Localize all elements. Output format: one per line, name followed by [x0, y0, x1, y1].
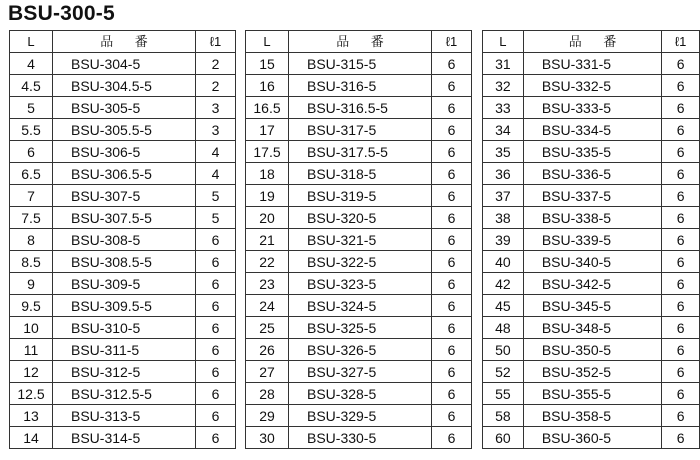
table-row: [246, 185, 472, 207]
l1-cell: 5: [196, 185, 236, 207]
part-number-cell: BSU-327-5: [289, 361, 432, 383]
l1-cell: 6: [196, 251, 236, 273]
l1-cell: 6: [432, 229, 472, 251]
length-cell: 25: [246, 317, 289, 339]
part-number-cell: BSU-332-5: [523, 75, 661, 97]
table-row: [483, 207, 700, 229]
table-row: [483, 273, 700, 295]
part-number-cell: BSU-328-5: [289, 383, 432, 405]
table-header-row: [246, 31, 472, 53]
part-number-cell: BSU-336-5: [523, 163, 661, 185]
part-number-cell: BSU-308-5: [53, 229, 196, 251]
l1-cell: 6: [432, 163, 472, 185]
table-row: [10, 405, 236, 427]
l1-cell: 5: [196, 207, 236, 229]
table-row: [483, 405, 700, 427]
length-cell: 58: [483, 405, 524, 427]
table-row: [246, 163, 472, 185]
part-number-cell: BSU-358-5: [523, 405, 661, 427]
l1-cell: 6: [432, 273, 472, 295]
part-number-cell: BSU-334-5: [523, 119, 661, 141]
page-title: BSU-300-5: [8, 2, 115, 25]
length-cell: 35: [483, 141, 524, 163]
part-number-cell: BSU-333-5: [523, 97, 661, 119]
length-cell: 24: [246, 295, 289, 317]
part-number-cell: BSU-321-5: [289, 229, 432, 251]
table-row: [10, 75, 236, 97]
l1-cell: 6: [196, 361, 236, 383]
length-cell: 22: [246, 251, 289, 273]
length-cell: 21: [246, 229, 289, 251]
l1-cell: 6: [196, 317, 236, 339]
part-number-cell: BSU-310-5: [53, 317, 196, 339]
table-row: [10, 383, 236, 405]
table-row: [10, 185, 236, 207]
part-number-cell: BSU-317.5-5: [289, 141, 432, 163]
table-row: [246, 383, 472, 405]
length-cell: 32: [483, 75, 524, 97]
l1-cell: 6: [432, 405, 472, 427]
table-row: [246, 97, 472, 119]
l1-cell: 4: [196, 163, 236, 185]
length-cell: 12.5: [10, 383, 53, 405]
part-number-cell: BSU-304.5-5: [53, 75, 196, 97]
l1-cell: 6: [196, 383, 236, 405]
part-number-cell: BSU-337-5: [523, 185, 661, 207]
l1-cell: 6: [662, 141, 700, 163]
part-number-cell: BSU-305.5-5: [53, 119, 196, 141]
part-number-cell: BSU-345-5: [523, 295, 661, 317]
length-cell: 10: [10, 317, 53, 339]
table-row: [10, 141, 236, 163]
table-row: [246, 229, 472, 251]
length-cell: 36: [483, 163, 524, 185]
spec-table-3: [482, 30, 700, 449]
part-number-cell: BSU-329-5: [289, 405, 432, 427]
l1-cell: 6: [432, 339, 472, 361]
table-row: [483, 185, 700, 207]
length-cell: 15: [246, 53, 289, 75]
l1-cell: 6: [432, 427, 472, 449]
l1-cell: 6: [662, 273, 700, 295]
table-row: [483, 53, 700, 75]
part-number-cell: BSU-306-5: [53, 141, 196, 163]
length-cell: 16.5: [246, 97, 289, 119]
length-cell: 27: [246, 361, 289, 383]
l1-cell: 6: [662, 75, 700, 97]
length-cell: 28: [246, 383, 289, 405]
l1-cell: 6: [432, 53, 472, 75]
length-cell: 40: [483, 251, 524, 273]
length-cell: 9.5: [10, 295, 53, 317]
l1-cell: 6: [662, 405, 700, 427]
table-row: [483, 75, 700, 97]
length-cell: 38: [483, 207, 524, 229]
part-number-cell: BSU-331-5: [523, 53, 661, 75]
table-row: [246, 141, 472, 163]
table-row: [483, 229, 700, 251]
part-number-cell: BSU-326-5: [289, 339, 432, 361]
length-cell: 31: [483, 53, 524, 75]
part-number-cell: BSU-304-5: [53, 53, 196, 75]
length-cell: 48: [483, 317, 524, 339]
table-row: [10, 427, 236, 449]
length-cell: 26: [246, 339, 289, 361]
length-cell: 12: [10, 361, 53, 383]
table-row: [246, 339, 472, 361]
length-cell: 37: [483, 185, 524, 207]
length-cell: 34: [483, 119, 524, 141]
part-number-cell: BSU-315-5: [289, 53, 432, 75]
part-number-cell: BSU-330-5: [289, 427, 432, 449]
table-row: [10, 251, 236, 273]
table-row: [483, 317, 700, 339]
part-number-cell: BSU-319-5: [289, 185, 432, 207]
l1-cell: 6: [432, 141, 472, 163]
length-cell: 5.5: [10, 119, 53, 141]
table-row: [246, 273, 472, 295]
table-row: [246, 405, 472, 427]
length-cell: 17: [246, 119, 289, 141]
length-cell: 33: [483, 97, 524, 119]
header-part-number: 品 番: [53, 31, 196, 53]
part-number-cell: BSU-308.5-5: [53, 251, 196, 273]
table-row: [246, 361, 472, 383]
l1-cell: 6: [662, 53, 700, 75]
table-row: [10, 229, 236, 251]
header-l1: ℓ1: [662, 31, 700, 53]
l1-cell: 6: [432, 383, 472, 405]
l1-cell: 6: [432, 317, 472, 339]
l1-cell: 2: [196, 75, 236, 97]
table-row: [246, 317, 472, 339]
l1-cell: 6: [662, 229, 700, 251]
l1-cell: 6: [432, 75, 472, 97]
table-row: [483, 141, 700, 163]
l1-cell: 2: [196, 53, 236, 75]
part-number-cell: BSU-342-5: [523, 273, 661, 295]
spec-table-1: [9, 30, 236, 449]
part-number-cell: BSU-323-5: [289, 273, 432, 295]
l1-cell: 6: [662, 383, 700, 405]
l1-cell: 6: [662, 207, 700, 229]
part-number-cell: BSU-317-5: [289, 119, 432, 141]
part-number-cell: BSU-360-5: [523, 427, 661, 449]
table-row: [10, 53, 236, 75]
table-row: [10, 339, 236, 361]
table-row: [483, 97, 700, 119]
table-row: [246, 207, 472, 229]
table-row: [483, 427, 700, 449]
header-part-number: 品 番: [289, 31, 432, 53]
table-row: [483, 251, 700, 273]
length-cell: 16: [246, 75, 289, 97]
length-cell: 55: [483, 383, 524, 405]
table-header-row: [483, 31, 700, 53]
part-number-cell: BSU-305-5: [53, 97, 196, 119]
l1-cell: 6: [196, 229, 236, 251]
l1-cell: 6: [432, 119, 472, 141]
header-l1: ℓ1: [196, 31, 236, 53]
header-length: L: [246, 31, 289, 53]
header-part-number: 品 番: [523, 31, 661, 53]
table-row: [483, 163, 700, 185]
length-cell: 30: [246, 427, 289, 449]
l1-cell: 6: [662, 427, 700, 449]
l1-cell: 6: [432, 361, 472, 383]
part-number-cell: BSU-316-5: [289, 75, 432, 97]
length-cell: 8: [10, 229, 53, 251]
table-row: [246, 53, 472, 75]
l1-cell: 6: [432, 295, 472, 317]
length-cell: 4.5: [10, 75, 53, 97]
l1-cell: 6: [196, 273, 236, 295]
l1-cell: 6: [196, 405, 236, 427]
part-number-cell: BSU-325-5: [289, 317, 432, 339]
spec-table-2: [245, 30, 472, 449]
table-row: [483, 361, 700, 383]
table-row: [483, 339, 700, 361]
part-number-cell: BSU-313-5: [53, 405, 196, 427]
table-row: [246, 75, 472, 97]
l1-cell: 6: [662, 97, 700, 119]
length-cell: 18: [246, 163, 289, 185]
length-cell: 23: [246, 273, 289, 295]
table-row: [10, 119, 236, 141]
table-row: [10, 97, 236, 119]
part-number-cell: BSU-338-5: [523, 207, 661, 229]
l1-cell: 6: [662, 295, 700, 317]
length-cell: 19: [246, 185, 289, 207]
l1-cell: 6: [662, 119, 700, 141]
l1-cell: 4: [196, 141, 236, 163]
length-cell: 4: [10, 53, 53, 75]
table-row: [246, 295, 472, 317]
part-number-cell: BSU-339-5: [523, 229, 661, 251]
table-row: [10, 163, 236, 185]
part-number-cell: BSU-348-5: [523, 317, 661, 339]
part-number-cell: BSU-312-5: [53, 361, 196, 383]
table-row: [246, 119, 472, 141]
header-length: L: [10, 31, 53, 53]
l1-cell: 6: [432, 251, 472, 273]
length-cell: 42: [483, 273, 524, 295]
length-cell: 50: [483, 339, 524, 361]
part-number-cell: BSU-355-5: [523, 383, 661, 405]
length-cell: 9: [10, 273, 53, 295]
part-number-cell: BSU-306.5-5: [53, 163, 196, 185]
part-number-cell: BSU-318-5: [289, 163, 432, 185]
part-number-cell: BSU-352-5: [523, 361, 661, 383]
l1-cell: 6: [432, 207, 472, 229]
table-row: [10, 273, 236, 295]
table-row: [483, 383, 700, 405]
table-header-row: [10, 31, 236, 53]
table-row: [10, 207, 236, 229]
part-number-cell: BSU-316.5-5: [289, 97, 432, 119]
table-row: [483, 119, 700, 141]
l1-cell: 3: [196, 119, 236, 141]
header-length: L: [483, 31, 524, 53]
length-cell: 6: [10, 141, 53, 163]
length-cell: 60: [483, 427, 524, 449]
l1-cell: 6: [196, 339, 236, 361]
length-cell: 17.5: [246, 141, 289, 163]
length-cell: 29: [246, 405, 289, 427]
l1-cell: 6: [662, 361, 700, 383]
l1-cell: 6: [196, 295, 236, 317]
part-number-cell: BSU-311-5: [53, 339, 196, 361]
length-cell: 52: [483, 361, 524, 383]
part-number-cell: BSU-314-5: [53, 427, 196, 449]
table-row: [10, 361, 236, 383]
part-number-cell: BSU-350-5: [523, 339, 661, 361]
header-l1: ℓ1: [432, 31, 472, 53]
l1-cell: 6: [662, 251, 700, 273]
l1-cell: 6: [196, 427, 236, 449]
table-row: [246, 427, 472, 449]
l1-cell: 6: [662, 317, 700, 339]
part-number-cell: BSU-322-5: [289, 251, 432, 273]
part-number-cell: BSU-335-5: [523, 141, 661, 163]
length-cell: 6.5: [10, 163, 53, 185]
length-cell: 45: [483, 295, 524, 317]
part-number-cell: BSU-320-5: [289, 207, 432, 229]
length-cell: 11: [10, 339, 53, 361]
table-row: [483, 295, 700, 317]
l1-cell: 6: [662, 339, 700, 361]
table-row: [246, 251, 472, 273]
table-row: [10, 317, 236, 339]
part-number-cell: BSU-307.5-5: [53, 207, 196, 229]
l1-cell: 6: [662, 185, 700, 207]
length-cell: 5: [10, 97, 53, 119]
part-number-cell: BSU-312.5-5: [53, 383, 196, 405]
part-number-cell: BSU-309.5-5: [53, 295, 196, 317]
length-cell: 20: [246, 207, 289, 229]
part-number-cell: BSU-309-5: [53, 273, 196, 295]
length-cell: 7: [10, 185, 53, 207]
l1-cell: 6: [432, 185, 472, 207]
length-cell: 7.5: [10, 207, 53, 229]
length-cell: 14: [10, 427, 53, 449]
length-cell: 13: [10, 405, 53, 427]
part-number-cell: BSU-340-5: [523, 251, 661, 273]
l1-cell: 3: [196, 97, 236, 119]
table-row: [10, 295, 236, 317]
length-cell: 8.5: [10, 251, 53, 273]
part-number-cell: BSU-324-5: [289, 295, 432, 317]
l1-cell: 6: [662, 163, 700, 185]
part-number-cell: BSU-307-5: [53, 185, 196, 207]
l1-cell: 6: [432, 97, 472, 119]
length-cell: 39: [483, 229, 524, 251]
